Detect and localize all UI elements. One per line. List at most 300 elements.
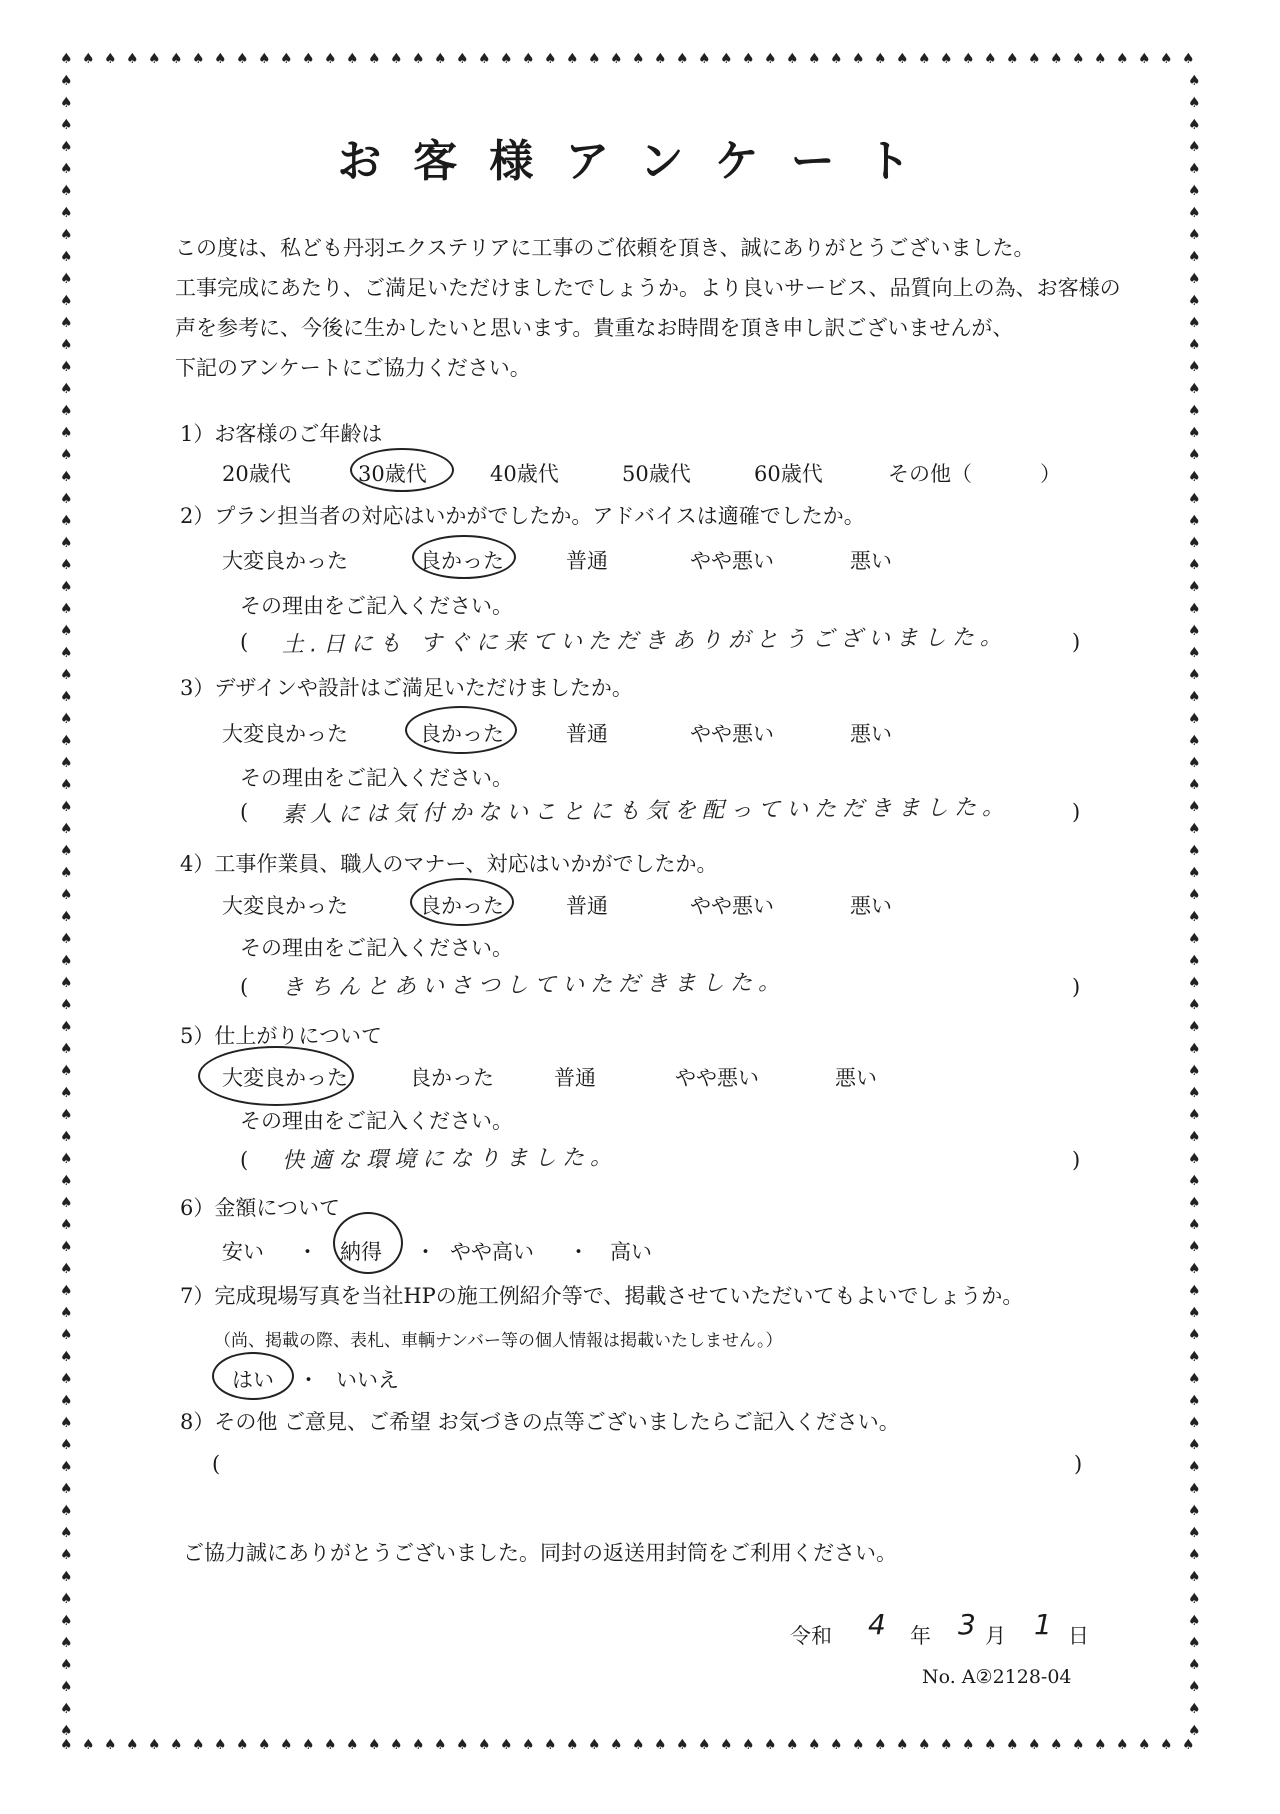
border-tree-ornament: ♠: [808, 1737, 821, 1753]
border-tree-ornament: ♠: [1188, 1569, 1201, 1585]
border-tree-ornament: ♠: [60, 1569, 73, 1585]
border-tree-ornament: ♠: [60, 843, 73, 859]
border-tree-ornament: ♠: [478, 1737, 491, 1753]
border-tree-ornament: ♠: [60, 447, 73, 463]
border-tree-ornament: ♠: [1138, 51, 1151, 67]
border-tree-ornament: ♠: [1188, 689, 1201, 705]
border-tree-ornament: ♠: [1188, 1503, 1201, 1519]
border-tree-ornament: ♠: [126, 1737, 139, 1753]
q4-option-bad[interactable]: 悪い: [850, 894, 892, 918]
border-tree-ornament: ♠: [60, 1737, 73, 1753]
border-tree-ornament: ♠: [962, 51, 975, 67]
border-tree-ornament: ♠: [1188, 1305, 1201, 1321]
border-tree-ornament: ♠: [60, 403, 73, 419]
q6-option-somewhat-expensive[interactable]: やや高い: [450, 1240, 534, 1264]
border-tree-ornament: ♠: [60, 755, 73, 771]
q2-label: 2）プラン担当者の対応はいかがでしたか。アドバイスは適確でしたか。: [180, 504, 865, 528]
border-tree-ornament: ♠: [1188, 1635, 1201, 1651]
border-tree-ornament: ♠: [1188, 513, 1201, 529]
border-tree-ornament: ♠: [742, 51, 755, 67]
border-tree-ornament: ♠: [60, 1503, 73, 1519]
border-tree-ornament: ♠: [1028, 1737, 1041, 1753]
q4-label: 4）工事作業員、職人のマナー、対応はいかがでしたか。: [180, 852, 718, 876]
border-tree-ornament: ♠: [1188, 1085, 1201, 1101]
q5-option-very-good[interactable]: 大変良かった: [222, 1066, 348, 1090]
border-tree-ornament: ♠: [1188, 1195, 1201, 1211]
q5-option-good[interactable]: 良かった: [410, 1066, 494, 1090]
border-tree-ornament: ♠: [82, 1737, 95, 1753]
border-tree-ornament: ♠: [1188, 1349, 1201, 1365]
q5-paren-open: (: [240, 1148, 249, 1172]
border-tree-ornament: ♠: [60, 931, 73, 947]
border-tree-ornament: ♠: [390, 51, 403, 67]
border-tree-ornament: ♠: [60, 975, 73, 991]
border-tree-ornament: ♠: [60, 579, 73, 595]
q2-paren-close: ): [1072, 630, 1081, 654]
border-tree-ornament: ♠: [918, 1737, 931, 1753]
border-tree-ornament: ♠: [60, 117, 73, 133]
border-tree-ornament: ♠: [1188, 73, 1201, 89]
border-tree-ornament: ♠: [1188, 557, 1201, 573]
border-tree-ornament: ♠: [544, 51, 557, 67]
border-tree-ornament: ♠: [60, 1481, 73, 1497]
border-tree-ornament: ♠: [1188, 139, 1201, 155]
q7-note: （尚、掲載の際、表札、車輌ナンバー等の個人情報は掲載いたしません。）: [214, 1331, 783, 1351]
q3-option-very-good[interactable]: 大変良かった: [222, 722, 348, 746]
border-tree-ornament: ♠: [60, 1173, 73, 1189]
closing-message: ご協力誠にありがとうございました。同封の返送用封筒をご利用ください。: [183, 1541, 897, 1565]
intro-line: 工事完成にあたり、ご満足いただけましたでしょうか。より良いサービス、品質向上の為、お客様の: [175, 276, 1121, 300]
border-tree-ornament: ♠: [1188, 909, 1201, 925]
border-tree-ornament: ♠: [60, 1349, 73, 1365]
border-tree-ornament: ♠: [368, 1737, 381, 1753]
q6-option-reasonable[interactable]: 納得: [340, 1240, 382, 1264]
border-tree-ornament: ♠: [940, 1737, 953, 1753]
border-tree-ornament: ♠: [1050, 51, 1063, 67]
border-tree-ornament: ♠: [324, 1737, 337, 1753]
q5-reason-prompt: その理由をご記入ください。: [240, 1109, 513, 1133]
border-tree-ornament: ♠: [1160, 1737, 1173, 1753]
border-tree-ornament: ♠: [1188, 1459, 1201, 1475]
border-tree-ornament: ♠: [170, 51, 183, 67]
date-month[interactable]: 3: [958, 1608, 976, 1641]
q3-paren-close: ): [1072, 800, 1081, 824]
border-tree-ornament: ♠: [60, 1525, 73, 1541]
q8-paren-open: (: [212, 1452, 221, 1476]
border-tree-ornament: ♠: [60, 1437, 73, 1453]
border-tree-ornament: ♠: [280, 51, 293, 67]
border-tree-ornament: ♠: [60, 557, 73, 573]
q4-reason-prompt: その理由をご記入ください。: [240, 936, 513, 960]
border-tree-ornament: ♠: [60, 381, 73, 397]
q2-option-bad[interactable]: 悪い: [850, 549, 892, 573]
border-tree-ornament: ♠: [60, 1327, 73, 1343]
border-tree-ornament: ♠: [60, 1151, 73, 1167]
border-tree-ornament: ♠: [346, 1737, 359, 1753]
border-tree-ornament: ♠: [1160, 51, 1173, 67]
border-tree-ornament: ♠: [1188, 117, 1201, 133]
border-tree-ornament: ♠: [1188, 1239, 1201, 1255]
border-tree-ornament: ♠: [1188, 1041, 1201, 1057]
q6-option-expensive[interactable]: 高い: [610, 1240, 652, 1264]
border-tree-ornament: ♠: [60, 1283, 73, 1299]
border-tree-ornament: ♠: [60, 733, 73, 749]
border-tree-ornament: ♠: [984, 51, 997, 67]
q5-option-bad[interactable]: 悪い: [835, 1066, 877, 1090]
border-tree-ornament: ♠: [1188, 887, 1201, 903]
border-tree-ornament: ♠: [60, 205, 73, 221]
border-tree-ornament: ♠: [60, 711, 73, 727]
border-tree-ornament: ♠: [60, 51, 73, 67]
border-tree-ornament: ♠: [500, 51, 513, 67]
q7-label: 7）完成現場写真を当社HPの施工例紹介等で、掲載させていただいてもよいでしょうか。: [180, 1284, 1024, 1308]
border-tree-ornament: ♠: [1050, 1737, 1063, 1753]
border-tree-ornament: ♠: [1138, 1737, 1151, 1753]
border-tree-ornament: ♠: [1006, 51, 1019, 67]
border-tree-ornament: ♠: [60, 1107, 73, 1123]
border-tree-ornament: ♠: [236, 1737, 249, 1753]
border-tree-ornament: ♠: [698, 1737, 711, 1753]
border-tree-ornament: ♠: [60, 1701, 73, 1717]
q1-option-other[interactable]: その他（: [888, 462, 972, 486]
document-number: No. A②2128-04: [922, 1666, 1072, 1688]
border-tree-ornament: ♠: [1188, 1525, 1201, 1541]
border-tree-ornament: ♠: [324, 51, 337, 67]
border-tree-ornament: ♠: [60, 1415, 73, 1431]
border-tree-ornament: ♠: [1188, 381, 1201, 397]
date-era: 令和: [790, 1624, 832, 1648]
q1-option-20s[interactable]: 20歳代: [222, 462, 291, 486]
border-tree-ornament: ♠: [1188, 1261, 1201, 1277]
border-tree-ornament: ♠: [896, 1737, 909, 1753]
border-tree-ornament: ♠: [60, 1679, 73, 1695]
q6-label: 6）金額について: [180, 1196, 340, 1220]
border-tree-ornament: ♠: [1188, 469, 1201, 485]
border-tree-ornament: ♠: [60, 1129, 73, 1145]
border-tree-ornament: ♠: [1188, 711, 1201, 727]
q7-option-no[interactable]: いいえ: [336, 1368, 399, 1392]
border-tree-ornament: ♠: [346, 51, 359, 67]
q4-option-very-good[interactable]: 大変良かった: [222, 894, 348, 918]
q5-paren-close: ): [1072, 1148, 1081, 1172]
border-tree-ornament: ♠: [962, 1737, 975, 1753]
border-tree-ornament: ♠: [1188, 535, 1201, 551]
border-tree-ornament: ♠: [148, 1737, 161, 1753]
border-tree-ornament: ♠: [1188, 1547, 1201, 1563]
q7-option-yes[interactable]: はい: [232, 1368, 274, 1392]
border-tree-ornament: ♠: [1188, 1613, 1201, 1629]
intro-paragraph: [175, 228, 1125, 388]
border-tree-ornament: ♠: [60, 997, 73, 1013]
border-tree-ornament: ♠: [830, 1737, 843, 1753]
border-tree-ornament: ♠: [60, 1217, 73, 1233]
border-tree-ornament: ♠: [1188, 1723, 1201, 1739]
border-tree-ornament: ♠: [60, 73, 73, 89]
q3-option-bad[interactable]: 悪い: [850, 722, 892, 746]
border-tree-ornament: ♠: [60, 1085, 73, 1101]
q4-reason-answer[interactable]: きちんとあいさつしていただきました。: [281, 970, 787, 1001]
border-tree-ornament: ♠: [412, 51, 425, 67]
border-tree-ornament: ♠: [610, 1737, 623, 1753]
border-tree-ornament: ♠: [60, 1657, 73, 1673]
q4-option-good[interactable]: 良かった: [420, 894, 504, 918]
q1-label: 1）お客様のご年齢は: [180, 422, 383, 446]
border-tree-ornament: ♠: [1188, 755, 1201, 771]
border-tree-ornament: ♠: [852, 1737, 865, 1753]
q1-option-30s[interactable]: 30歳代: [358, 462, 427, 486]
border-tree-ornament: ♠: [1188, 953, 1201, 969]
border-tree-ornament: ♠: [192, 51, 205, 67]
border-tree-ornament: ♠: [60, 1063, 73, 1079]
border-tree-ornament: ♠: [1188, 1173, 1201, 1189]
border-tree-ornament: ♠: [764, 1737, 777, 1753]
border-tree-ornament: ♠: [1188, 271, 1201, 287]
border-tree-ornament: ♠: [60, 1239, 73, 1255]
border-tree-ornament: ♠: [60, 1393, 73, 1409]
border-tree-ornament: ♠: [940, 51, 953, 67]
border-tree-ornament: ♠: [1188, 601, 1201, 617]
border-tree-ornament: ♠: [1188, 1371, 1201, 1387]
border-tree-ornament: ♠: [60, 1195, 73, 1211]
border-tree-ornament: ♠: [1072, 1737, 1085, 1753]
border-tree-ornament: ♠: [60, 1635, 73, 1651]
border-tree-ornament: ♠: [1188, 931, 1201, 947]
border-tree-ornament: ♠: [1188, 337, 1201, 353]
border-tree-ornament: ♠: [1188, 667, 1201, 683]
border-tree-ornament: ♠: [60, 887, 73, 903]
border-tree-ornament: ♠: [1072, 51, 1085, 67]
border-tree-ornament: ♠: [1188, 183, 1201, 199]
border-tree-ornament: ♠: [236, 51, 249, 67]
border-tree-ornament: ♠: [984, 1737, 997, 1753]
page-title: お客様アンケート: [337, 136, 943, 187]
border-tree-ornament: ♠: [1188, 205, 1201, 221]
border-tree-ornament: ♠: [1182, 1737, 1195, 1753]
border-tree-ornament: ♠: [1094, 51, 1107, 67]
border-tree-ornament: ♠: [258, 1737, 271, 1753]
intro-line: 声を参考に、今後に生かしたいと思います。貴重なお時間を頂き申し訳ございませんが、: [175, 316, 1014, 340]
border-tree-ornament: ♠: [126, 51, 139, 67]
border-tree-ornament: ♠: [676, 1737, 689, 1753]
border-tree-ornament: ♠: [60, 425, 73, 441]
q5-reason-answer[interactable]: 快適な環境になりました。: [281, 1145, 619, 1174]
border-tree-ornament: ♠: [720, 51, 733, 67]
border-tree-ornament: ♠: [1188, 359, 1201, 375]
date-day-label: 日: [1068, 1624, 1089, 1648]
border-tree-ornament: ♠: [632, 51, 645, 67]
border-tree-ornament: ♠: [60, 1305, 73, 1321]
border-tree-ornament: ♠: [60, 909, 73, 925]
border-tree-ornament: ♠: [500, 1737, 513, 1753]
border-tree-ornament: ♠: [60, 491, 73, 507]
border-tree-ornament: ♠: [1188, 1129, 1201, 1145]
border-tree-ornament: ♠: [1188, 1701, 1201, 1717]
border-tree-ornament: ♠: [60, 1019, 73, 1035]
q5-label: 5）仕上がりについて: [180, 1024, 382, 1048]
border-tree-ornament: ♠: [60, 161, 73, 177]
border-tree-ornament: ♠: [60, 645, 73, 661]
border-tree-ornament: ♠: [302, 51, 315, 67]
border-tree-ornament: ♠: [896, 51, 909, 67]
border-tree-ornament: ♠: [1188, 1217, 1201, 1233]
border-tree-ornament: ♠: [522, 1737, 535, 1753]
border-tree-ornament: ♠: [1188, 227, 1201, 243]
border-tree-ornament: ♠: [1188, 1063, 1201, 1079]
border-tree-ornament: ♠: [1006, 1737, 1019, 1753]
border-tree-ornament: ♠: [60, 1547, 73, 1563]
border-tree-ornament: ♠: [434, 1737, 447, 1753]
q2-paren-open: (: [240, 630, 249, 654]
border-tree-ornament: ♠: [60, 1591, 73, 1607]
date-year-label: 年: [910, 1624, 931, 1648]
border-tree-ornament: ♠: [412, 1737, 425, 1753]
q1-option-40s[interactable]: 40歳代: [490, 462, 559, 486]
border-tree-ornament: ♠: [1188, 623, 1201, 639]
border-tree-ornament: ♠: [1188, 403, 1201, 419]
border-tree-ornament: ♠: [1188, 161, 1201, 177]
border-tree-ornament: ♠: [1188, 733, 1201, 749]
border-tree-ornament: ♠: [104, 1737, 117, 1753]
border-tree-ornament: ♠: [148, 51, 161, 67]
border-tree-ornament: ♠: [456, 1737, 469, 1753]
border-tree-ornament: ♠: [654, 1737, 667, 1753]
border-tree-ornament: ♠: [1188, 579, 1201, 595]
border-tree-ornament: ♠: [544, 1737, 557, 1753]
q8-paren-close: ): [1074, 1452, 1083, 1476]
border-tree-ornament: ♠: [1188, 491, 1201, 507]
border-tree-ornament: ♠: [1188, 1591, 1201, 1607]
border-tree-ornament: ♠: [632, 1737, 645, 1753]
border-tree-ornament: ♠: [654, 51, 667, 67]
border-tree-ornament: ♠: [918, 51, 931, 67]
border-tree-ornament: ♠: [1182, 51, 1195, 67]
border-tree-ornament: ♠: [1188, 843, 1201, 859]
border-tree-ornament: ♠: [192, 1737, 205, 1753]
q4-paren-close: ): [1072, 975, 1081, 999]
border-tree-ornament: ♠: [60, 1371, 73, 1387]
border-tree-ornament: ♠: [610, 51, 623, 67]
border-tree-ornament: ♠: [588, 51, 601, 67]
q2-option-very-good[interactable]: 大変良かった: [222, 549, 348, 573]
q6-separator: ・: [568, 1240, 589, 1264]
border-tree-ornament: ♠: [1116, 51, 1129, 67]
border-tree-ornament: ♠: [104, 51, 117, 67]
q7-separator: ・: [298, 1368, 319, 1392]
border-tree-ornament: ♠: [60, 667, 73, 683]
border-tree-ornament: ♠: [1188, 777, 1201, 793]
q3-option-somewhat-bad[interactable]: やや悪い: [690, 722, 774, 746]
border-tree-ornament: ♠: [1188, 645, 1201, 661]
border-tree-ornament: ♠: [742, 1737, 755, 1753]
border-tree-ornament: ♠: [280, 1737, 293, 1753]
border-tree-ornament: ♠: [60, 1613, 73, 1629]
border-tree-ornament: ♠: [1188, 1107, 1201, 1123]
border-tree-ornament: ♠: [1188, 1019, 1201, 1035]
border-tree-ornament: ♠: [566, 1737, 579, 1753]
border-tree-ornament: ♠: [60, 535, 73, 551]
border-tree-ornament: ♠: [1188, 1283, 1201, 1299]
border-tree-ornament: ♠: [60, 271, 73, 287]
border-tree-ornament: ♠: [808, 51, 821, 67]
q1-option-other-close: ）: [1040, 462, 1061, 486]
border-tree-ornament: ♠: [60, 689, 73, 705]
date-month-label: 月: [985, 1624, 1006, 1648]
border-tree-ornament: ♠: [1188, 447, 1201, 463]
q4-option-average[interactable]: 普通: [566, 894, 608, 918]
border-tree-ornament: ♠: [764, 51, 777, 67]
q4-paren-open: (: [240, 975, 249, 999]
border-tree-ornament: ♠: [60, 865, 73, 881]
q3-option-good[interactable]: 良かった: [420, 722, 504, 746]
date-year[interactable]: 4: [868, 1608, 886, 1641]
border-tree-ornament: ♠: [1188, 315, 1201, 331]
border-tree-ornament: ♠: [60, 601, 73, 617]
border-tree-ornament: ♠: [60, 1459, 73, 1475]
q3-label: 3）デザインや設計はご満足いただけましたか。: [180, 676, 633, 700]
border-tree-ornament: ♠: [1188, 997, 1201, 1013]
border-tree-ornament: ♠: [588, 1737, 601, 1753]
border-tree-ornament: ♠: [698, 51, 711, 67]
q1-option-50s[interactable]: 50歳代: [622, 462, 691, 486]
q3-option-average[interactable]: 普通: [566, 722, 608, 746]
border-tree-ornament: ♠: [60, 1041, 73, 1057]
border-tree-ornament: ♠: [82, 51, 95, 67]
q6-separator: ・: [415, 1240, 436, 1264]
border-tree-ornament: ♠: [456, 51, 469, 67]
q4-option-somewhat-bad[interactable]: やや悪い: [690, 894, 774, 918]
intro-line: 下記のアンケートにご協力ください。: [175, 356, 531, 380]
border-tree-ornament: ♠: [60, 469, 73, 485]
date-day[interactable]: 1: [1034, 1608, 1052, 1641]
q2-reason-answer[interactable]: 土.日にも すぐに来ていただきありがとうございました。: [281, 625, 1009, 658]
border-tree-ornament: ♠: [1188, 865, 1201, 881]
q5-option-average[interactable]: 普通: [554, 1066, 596, 1090]
border-tree-ornament: ♠: [60, 513, 73, 529]
border-tree-ornament: ♠: [1188, 425, 1201, 441]
border-tree-ornament: ♠: [1188, 1657, 1201, 1673]
q2-option-good[interactable]: 良かった: [420, 549, 504, 573]
q3-paren-open: (: [240, 800, 249, 824]
border-tree-ornament: ♠: [170, 1737, 183, 1753]
border-tree-ornament: ♠: [214, 1737, 227, 1753]
border-tree-ornament: ♠: [830, 51, 843, 67]
q2-option-average[interactable]: 普通: [566, 549, 608, 573]
q5-option-somewhat-bad[interactable]: やや悪い: [675, 1066, 759, 1090]
border-tree-ornament: ♠: [1188, 975, 1201, 991]
border-tree-ornament: ♠: [478, 51, 491, 67]
q1-option-60s[interactable]: 60歳代: [754, 462, 823, 486]
border-tree-ornament: ♠: [60, 777, 73, 793]
q2-reason-prompt: その理由をご記入ください。: [240, 594, 513, 618]
border-tree-ornament: ♠: [786, 51, 799, 67]
border-tree-ornament: ♠: [60, 337, 73, 353]
border-tree-ornament: ♠: [390, 1737, 403, 1753]
q2-option-somewhat-bad[interactable]: やや悪い: [690, 549, 774, 573]
border-tree-ornament: ♠: [1188, 1481, 1201, 1497]
border-tree-ornament: ♠: [874, 51, 887, 67]
border-tree-ornament: ♠: [60, 821, 73, 837]
border-tree-ornament: ♠: [60, 953, 73, 969]
q6-option-cheap[interactable]: 安い: [222, 1240, 264, 1264]
border-tree-ornament: ♠: [1188, 1415, 1201, 1431]
border-tree-ornament: ♠: [1188, 1437, 1201, 1453]
border-tree-ornament: ♠: [302, 1737, 315, 1753]
border-tree-ornament: ♠: [1188, 1393, 1201, 1409]
q3-reason-answer[interactable]: 素人には気付かないことにも気を配っていただきました。: [281, 795, 1011, 828]
border-tree-ornament: ♠: [214, 51, 227, 67]
border-tree-ornament: ♠: [60, 293, 73, 309]
border-tree-ornament: ♠: [60, 95, 73, 111]
